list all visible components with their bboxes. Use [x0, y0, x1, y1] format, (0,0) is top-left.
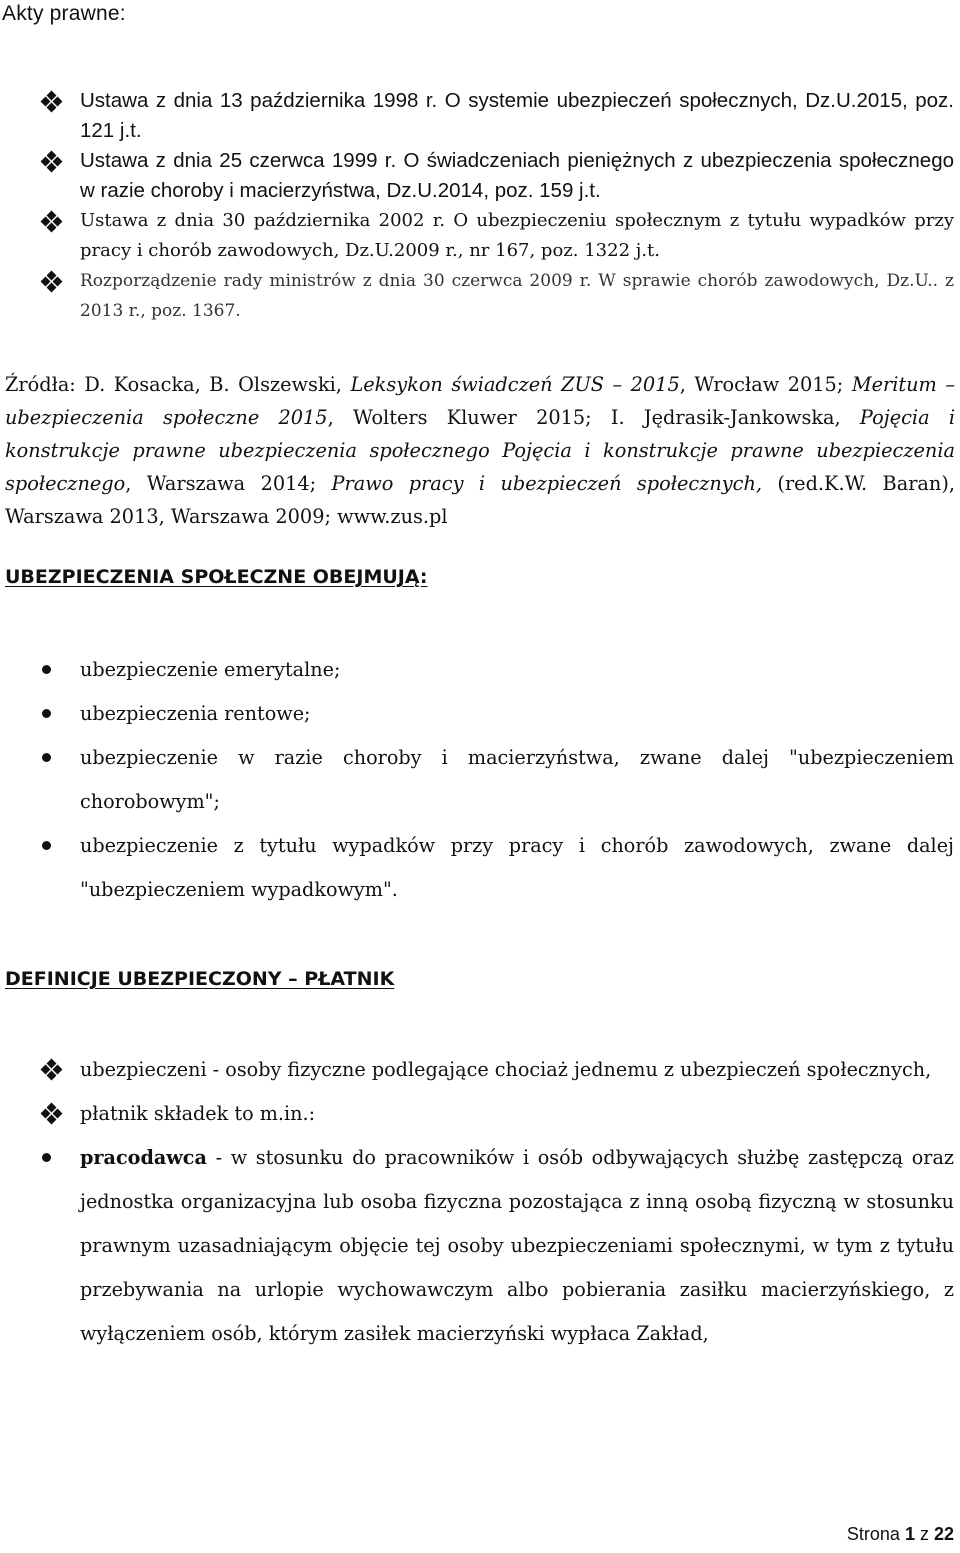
section-title-insurance: UBEZPIECZENIA SPOŁECZNE OBEJMUJĄ: [5, 566, 428, 588]
list-item [42, 206, 954, 266]
list-item [42, 736, 954, 824]
definition-term: pracodawca [80, 1146, 207, 1169]
list-item [42, 86, 954, 146]
bullet-dot-icon [42, 665, 51, 674]
diamond-bullet-icon [42, 212, 62, 232]
list-item [42, 648, 954, 692]
list-item [42, 1136, 954, 1356]
definition-text: ubezpieczeni - osoby fizyczne podlegające chociaż jednemu z ubezpieczeń społecznych, [80, 1058, 932, 1081]
list-item [42, 1092, 954, 1136]
source-title: Leksykon świadczeń ZUS – 2015 [350, 373, 680, 396]
current-page-number: 1 [904, 1524, 915, 1544]
bullet-dot-icon [42, 841, 51, 850]
source-title: Pojęcia i konstrukcje prawne ubezpieczenia społecznego Pojęcia i konstrukcje prawne ubezpieczenia społecznego [5, 406, 955, 495]
source-title: Prawo pracy i ubezpieczeń społecznych, [331, 472, 763, 495]
list-item-text: ubezpieczenia rentowe; [80, 702, 311, 725]
legal-act-text: Rozporządzenie rady ministrów z dnia 30 czerwca 2009 r. W sprawie chorób zawodowych, Dz.U.. z 2013 r., poz. 1367. [80, 271, 954, 321]
page-heading: Akty prawne: [2, 2, 126, 25]
legal-act-text: Ustawa z dnia 30 października 2002 r. O ubezpieczeniu społecznym z tytułu wypadków przy pracy i chorób zawodowych, Dz.U.2009 r., nr 167, poz. 1322 j.t. [80, 210, 954, 261]
list-item [42, 1048, 954, 1092]
list-item-text: ubezpieczenie w razie choroby i macierzyństwa, zwane dalej "ubezpieczeniem chorobowym"; [80, 746, 954, 813]
definition-text: - w stosunku do pracowników i osób odbywających służbę zastępczą oraz jednostka organizacyjna lub osoba fizyczna pozostająca z inną osobą fizyczną w stosunku prawnym uzasadniającym objęcie tej osoby ubezpieczeniami społecznymi, w tym z tytułu przebywania na urlopie wychowawczym albo pobierania zasiłku macierzyńskiego, z wyłączeniem osób, którym zasiłek macierzyński wypłaca Zakład, [80, 1146, 954, 1345]
bullet-dot-icon [42, 709, 51, 718]
definitions-list [42, 1048, 954, 1356]
diamond-bullet-icon [42, 92, 62, 112]
source-text: , Wolters Kluwer 2015; I. Jędrasik-Jankowska, [327, 406, 860, 429]
insurance-types-list [42, 648, 954, 912]
legal-act-text: Ustawa z dnia 13 października 1998 r. O systemie ubezpieczeń społecznych, Dz.U.2015, poz. 121 j.t. [80, 89, 954, 142]
list-item [42, 266, 954, 326]
definition-text: płatnik składek to m.in.: [80, 1102, 316, 1125]
footer-prefix: Strona [846, 1524, 905, 1544]
legal-act-text: Ustawa z dnia 25 czerwca 1999 r. O świadczeniach pieniężnych z ubezpieczenia społecznego w razie choroby i macierzyństwa, Dz.U.2014, poz. 159 j.t. [80, 149, 954, 202]
footer-of: z [914, 1524, 934, 1544]
source-text: , Warszawa 2014; [125, 472, 332, 495]
diamond-bullet-icon [42, 152, 62, 172]
list-item-text: ubezpieczenie z tytułu wypadków przy pracy i chorób zawodowych, zwane dalej "ubezpieczeniem wypadkowym". [80, 834, 954, 901]
sources-paragraph [5, 368, 955, 533]
list-item [42, 824, 954, 912]
source-text: (red.K.W. Baran), Warszawa 2013, Warszawa 2009; www.zus.pl [5, 472, 955, 528]
legal-acts-list [42, 86, 954, 326]
total-pages-number: 22 [933, 1524, 954, 1544]
section-title-definitions: DEFINICJE UBEZPIECZONY – PŁATNIK [5, 968, 395, 990]
diamond-bullet-icon [42, 1104, 62, 1124]
page-footer [847, 1524, 954, 1545]
list-item [42, 692, 954, 736]
diamond-bullet-icon [42, 1060, 62, 1080]
bullet-dot-icon [42, 1153, 51, 1162]
source-title: Meritum – ubezpieczenia społeczne 2015 [5, 373, 955, 429]
diamond-bullet-icon [42, 272, 62, 292]
list-item-text: ubezpieczenie emerytalne; [80, 658, 341, 681]
sources-label: Źródła: D. Kosacka, B. Olszewski, [5, 373, 351, 396]
list-item [42, 146, 954, 206]
source-text: , Wrocław 2015; [679, 373, 852, 396]
bullet-dot-icon [42, 753, 51, 762]
